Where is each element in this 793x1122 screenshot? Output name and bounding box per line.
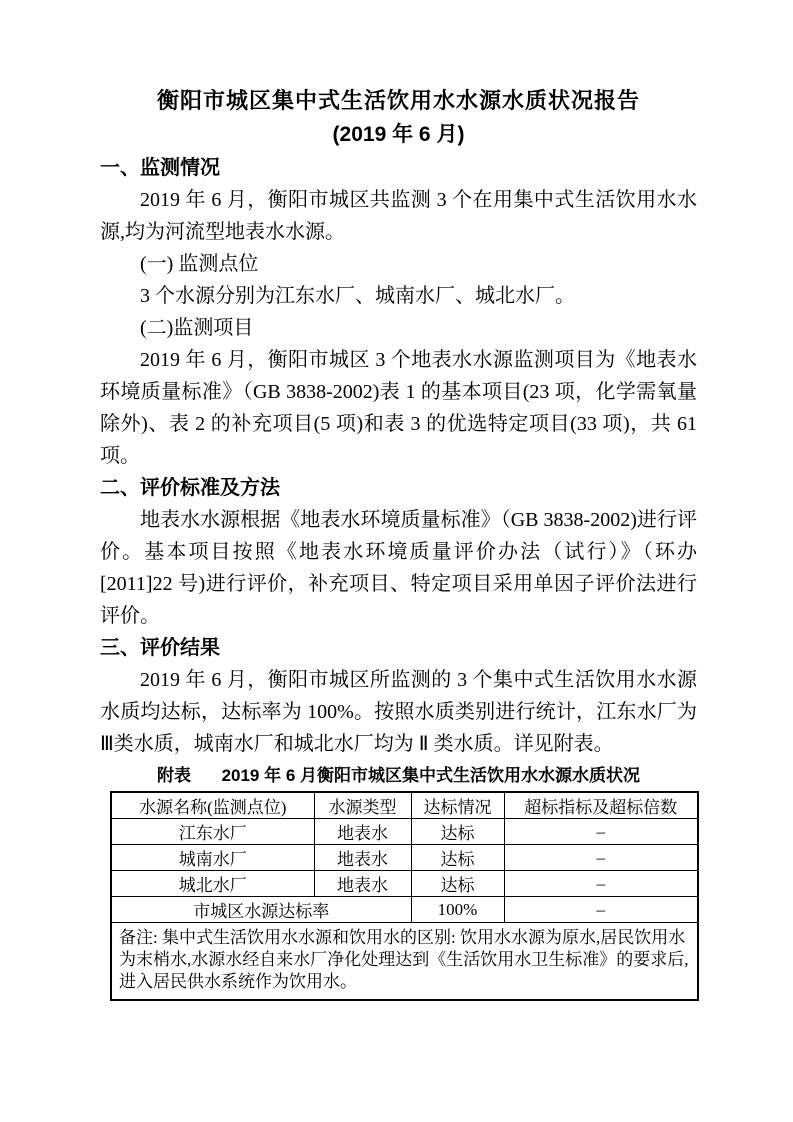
- paragraph: 2019 年 6 月，衡阳市城区 3 个地表水水源监测项目为《地表水环境质量标准》（GB 3838-2002)表 1 的基本项目(23 项，化学需氧量除外)、表 2 的补充项目(5 项)和表 3 的优选特定项目(33 项)，共 61 项。: [100, 349, 697, 467]
- table-cell: 达标: [411, 819, 504, 845]
- paragraph: 2019 年 6 月，衡阳市城区共监测 3 个在用集中式生活饮用水水源,均为河流型地表水水源。: [100, 189, 697, 243]
- table-cell: –: [504, 819, 698, 845]
- paragraph: 2019 年 6 月，衡阳市城区所监测的 3 个集中式生活饮用水水源水质均达标，达标率为 100%。按照水质类别进行统计，江东水厂为Ⅲ类水质，城南水厂和城北水厂均为 Ⅱ 类水质。详见附表。: [100, 669, 697, 755]
- table-cell: 地表水: [314, 845, 411, 871]
- table-cell: 达标: [411, 871, 504, 897]
- table-row: [111, 845, 698, 871]
- table-note-row: [111, 923, 698, 1001]
- table-caption-title: 2019 年 6 月衡阳市城区集中式生活饮用水水源水质状况: [221, 766, 641, 785]
- table-row: [111, 871, 698, 897]
- table-caption: [100, 763, 697, 789]
- paragraph: 3 个水源分别为江东水厂、城南水厂、城北水厂。: [140, 285, 575, 307]
- table-note-cell: 备注: 集中式生活饮用水水源和饮用水的区别: 饮用水水源为原水,居民饮用水为末梢水,水源水经自来水厂净化处理达到《生活饮用水卫生标准》的要求后,进入居民供水系统作为饮用水。: [111, 923, 698, 1001]
- section-heading-2: 二、评价标准及方法: [100, 477, 280, 499]
- table-caption-label: 附表: [156, 766, 191, 785]
- table-cell: 地表水: [314, 871, 411, 897]
- table-cell: 城南水厂: [111, 845, 314, 871]
- table-cell: 城北水厂: [111, 871, 314, 897]
- paragraph: (二)监测项目: [140, 317, 254, 339]
- table-cell: 达标: [411, 845, 504, 871]
- section-heading-1: 一、监测情况: [100, 157, 220, 179]
- paragraph: 地表水水源根据《地表水环境质量标准》（GB 3838-2002)进行评价。基本项目按照《地表水环境质量评价办法（试行）》（环办[2011]22 号)进行评价，补充项目、特定项目采用单因子评价法进行评价。: [100, 509, 697, 627]
- table-summary-row: [111, 897, 698, 923]
- table-header-cell: 水源名称(监测点位): [111, 792, 314, 819]
- paragraph: (一) 监测点位: [140, 253, 259, 275]
- table-cell: –: [504, 845, 698, 871]
- document-title: 衡阳市城区集中式生活饮用水水源水质状况报告: [156, 88, 640, 113]
- table-row: [111, 819, 698, 845]
- table-header-row: [111, 792, 698, 819]
- table-header-cell: 超标指标及超标倍数: [504, 792, 698, 819]
- table-cell: 地表水: [314, 819, 411, 845]
- water-quality-table: [110, 791, 699, 1001]
- summary-label-cell: 市城区水源达标率: [111, 897, 411, 923]
- table-header-cell: 达标情况: [411, 792, 504, 819]
- summary-rate-cell: 100%: [411, 897, 504, 923]
- table-header-cell: 水源类型: [314, 792, 411, 819]
- summary-exceed-cell: –: [504, 897, 698, 923]
- table-cell: –: [504, 871, 698, 897]
- table-cell: 江东水厂: [111, 819, 314, 845]
- document-subtitle: (2019 年 6 月): [332, 123, 465, 146]
- document-body: [100, 84, 697, 1001]
- section-heading-3: 三、评价结果: [100, 637, 220, 659]
